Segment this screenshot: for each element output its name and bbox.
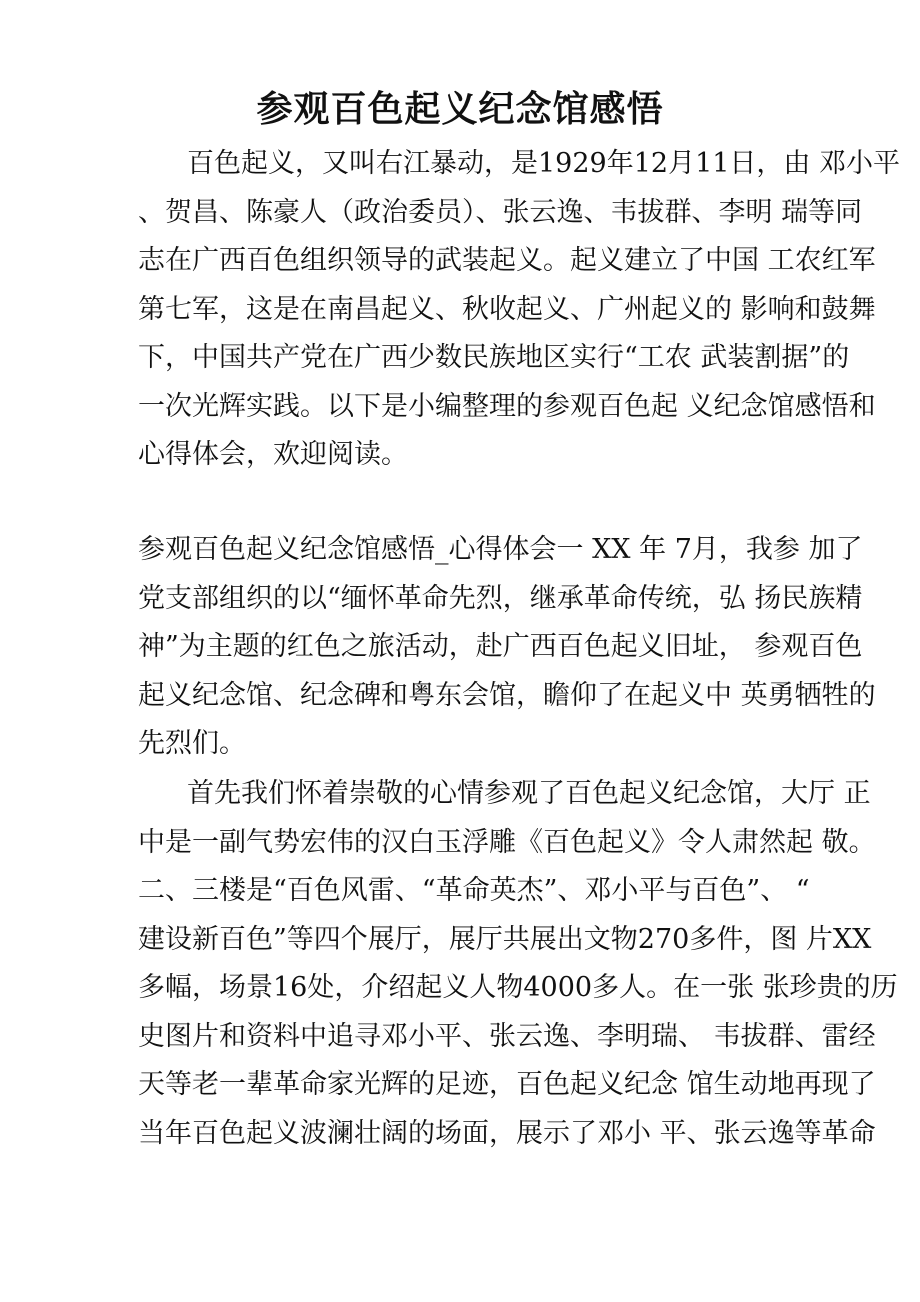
paragraph-line: 史图片和资料中追寻邓小平、张云逸、李明瑞、 韦拔群、雷经 [138,1020,876,1052]
paragraph-line: 一次光辉实践。以下是小编整理的参观百色起 义纪念馆感悟和 [138,390,876,422]
paragraph-line: 下，中国共产党在广西少数民族地区实行“工农 武装割据”的 [138,342,850,373]
paragraph-line: 当年百色起义波澜壮阔的场面，展示了邓小 平、张云逸等革命 [138,1117,876,1149]
paragraph-line: 天等老一辈革命家光辉的足迹，百色起义纪念 馆生动地再现了 [138,1069,876,1100]
intro-paragraph [138,140,901,480]
paragraph-line: 参观百色起义纪念馆感悟_心得体会一 XX 年 7月，我参 加了 [138,534,863,565]
paragraph-line: 先烈们。 [138,728,246,759]
paragraph-line: 党支部组织的以“缅怀革命先烈，继承革命传统，弘 扬民族精 [138,582,863,614]
paragraph-line: 建设新百色”等四个展厅，展厅共展出文物270多件，图 片XX [138,923,872,955]
paragraph-line: 百色起义，又叫右江暴动，是1929年12月11日，由 邓小平 [187,148,901,179]
paragraph-line: 、贺昌、陈豪人（政治委员）、张云逸、韦拔群、李明 瑞等同 [138,196,863,228]
paragraph-line: 第七军，这是在南昌起义、秋收起义、广州起义的 影响和鼓舞 [138,293,876,325]
document-title: 参观百色起义纪念馆感悟 [256,88,664,130]
paragraph-line: 志在广西百色组织领导的武装起义。起义建立了中国 工农红军 [138,245,876,276]
paragraph-line: 起义纪念馆、纪念碑和粤东会馆，瞻仰了在起义中 英勇牺牲的 [138,679,876,711]
section-heading-paragraph [138,526,876,769]
paragraph-line: 首先我们怀着崇敬的心情参观了百色起义纪念馆，大厅 正 [187,778,871,809]
paragraph-line: 心得体会，欢迎阅读。 [138,439,408,470]
paragraph-line: 神”为主题的红色之旅活动，赴广西百色起义旧址， 参观百色 [138,631,863,662]
paragraph-line: 中是一副气势宏伟的汉白玉浮雕《百色起义》令人肃然起 敬。 [138,826,876,858]
paragraph-line: 多幅，场景16处，介绍起义人物4000多人。在一张 张珍贵的历 [138,972,898,1003]
paragraph-line: 二、三楼是“百色风雷、“革命英杰”、邓小平与百色”、 “ [138,875,810,906]
body-paragraph [138,770,898,1158]
